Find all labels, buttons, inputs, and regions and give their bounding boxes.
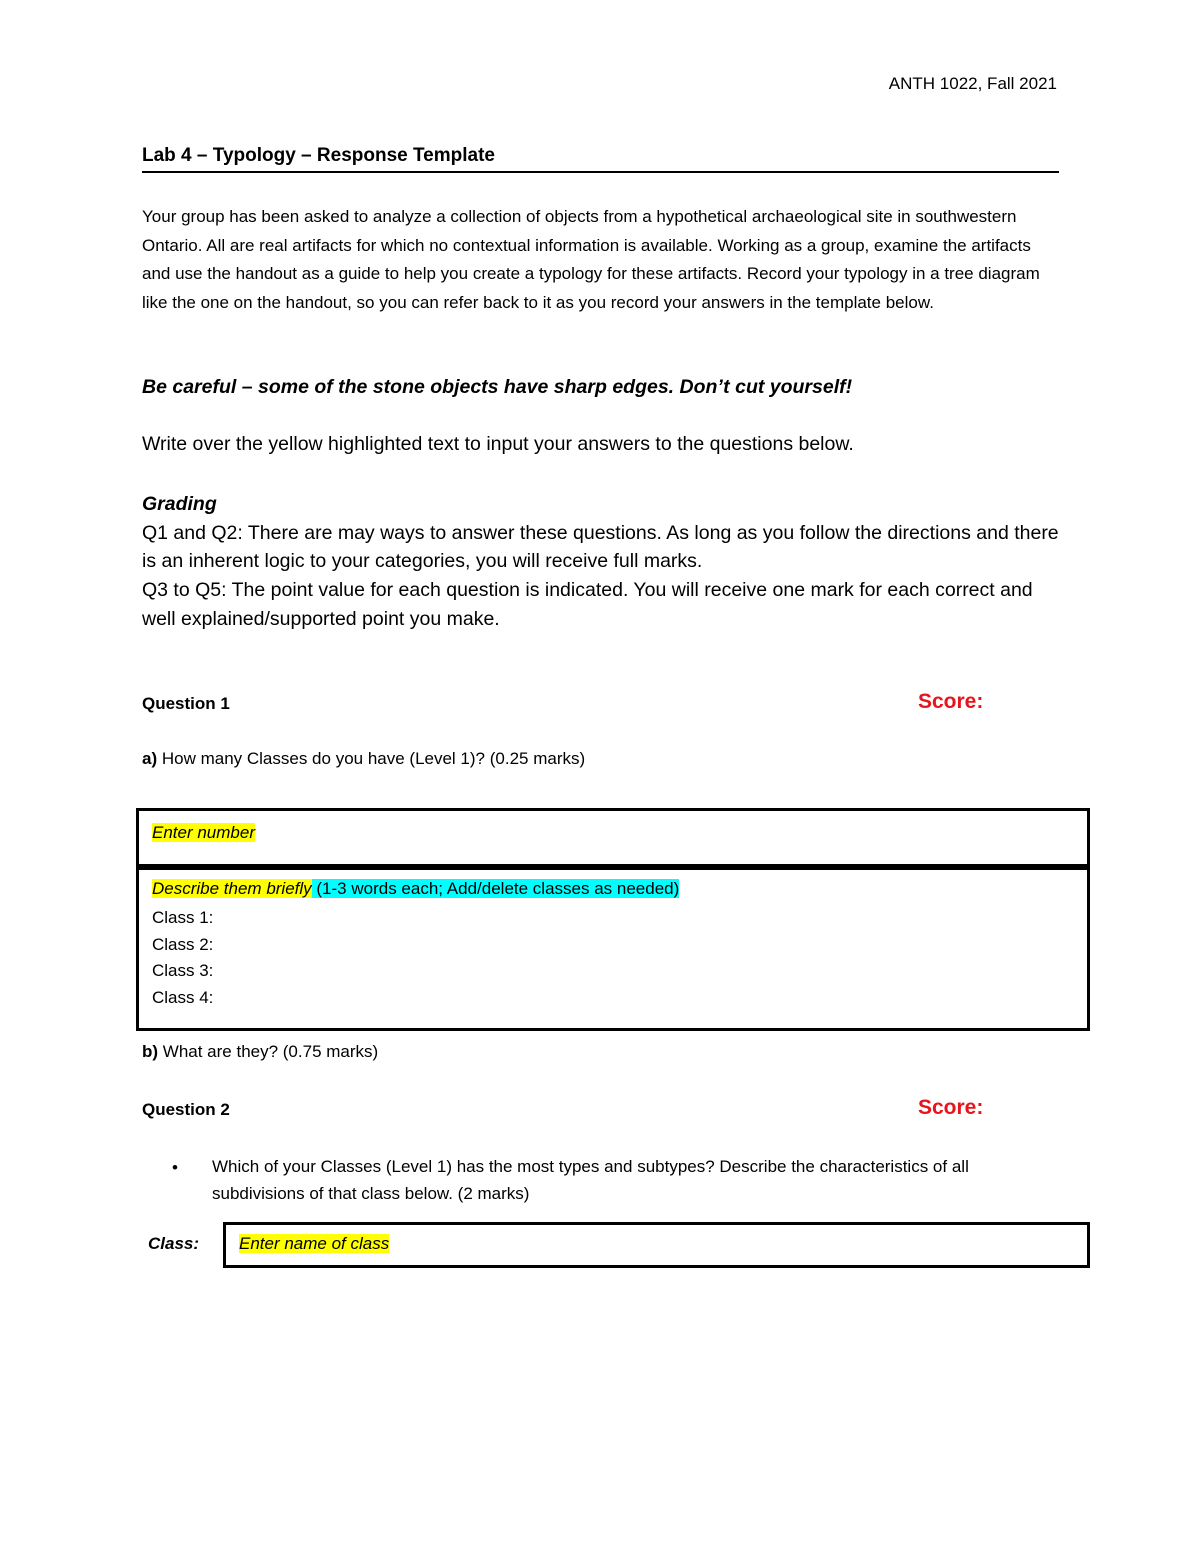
safety-warning: Be careful – some of the stone objects have sharp edges. Don’t cut yourself! [142, 376, 853, 398]
question-1a-prefix: a) [142, 749, 158, 768]
class-name-answer-box[interactable] [223, 1222, 1090, 1268]
class-4-line[interactable]: Class 4: [152, 987, 214, 1007]
question-1b-prefix: b) [142, 1042, 159, 1061]
question-1-score-label: Score: [918, 690, 984, 713]
question-1b-text: What are they? (0.75 marks) [158, 1042, 379, 1061]
page-title: Lab 4 – Typology – Response Template [142, 145, 495, 166]
question-1a-text: How many Classes do you have (Level 1)? (0.25 marks) [157, 749, 586, 768]
class-count-answer-box[interactable] [136, 808, 1090, 867]
question-2-prompt: Which of your Classes (Level 1) has the most types and subtypes? Describe the characteristics of all subdivisions of that class below. (2 marks) [212, 1157, 969, 1203]
question-1-title: Question 1 [142, 694, 230, 713]
question-2-title: Question 2 [142, 1100, 230, 1119]
question-1a-prompt [142, 749, 585, 769]
title-underline [142, 171, 1059, 173]
grading-heading: Grading [142, 493, 217, 515]
grading-section [142, 490, 1062, 634]
course-header: ANTH 1022, Fall 2021 [888, 74, 1057, 93]
class-name-field[interactable]: Enter name of class [239, 1234, 390, 1253]
bullet-icon: • [172, 1158, 178, 1177]
class-list [152, 905, 213, 1011]
intro-paragraph: Your group has been asked to analyze a collection of objects from a hypothetical archaeological site in southwestern Ontario. All are real artifacts for which no contextual information is available. Working as a group, examine the artifacts and use the handout as a guide to help you create a typology for these artifacts. Record your typology in a tree diagram like the one on the handout, so you can refer back to it as you record your answers in the template below. [142, 207, 1040, 312]
class-name-label: Class: [148, 1234, 200, 1253]
grading-line-q1-q2: Q1 and Q2: There are may ways to answer these questions. As long as you follow the directions and there is an inherent logic to your categories, you will receive full marks. [142, 521, 1059, 573]
class-description-field[interactable]: Describe them briefly [152, 879, 312, 898]
class-description-note: (1-3 words each; Add/delete classes as needed) [311, 879, 680, 898]
class-description-answer-box[interactable] [136, 867, 1090, 1031]
instruction-text: Write over the yellow highlighted text to input your answers to the questions below. [142, 433, 854, 455]
question-1b-prompt [142, 1042, 378, 1062]
class-3-line[interactable]: Class 3: [152, 961, 214, 980]
class-2-line[interactable]: Class 2: [152, 934, 214, 954]
class-count-field[interactable]: Enter number [152, 823, 255, 842]
grading-line-q3-q5: Q3 to Q5: The point value for each question is indicated. You will receive one mark for each correct and well explained/supported point you make. [142, 579, 1033, 630]
question-2-score-label: Score: [918, 1096, 984, 1119]
class-1-line[interactable]: Class 1: [152, 908, 214, 927]
